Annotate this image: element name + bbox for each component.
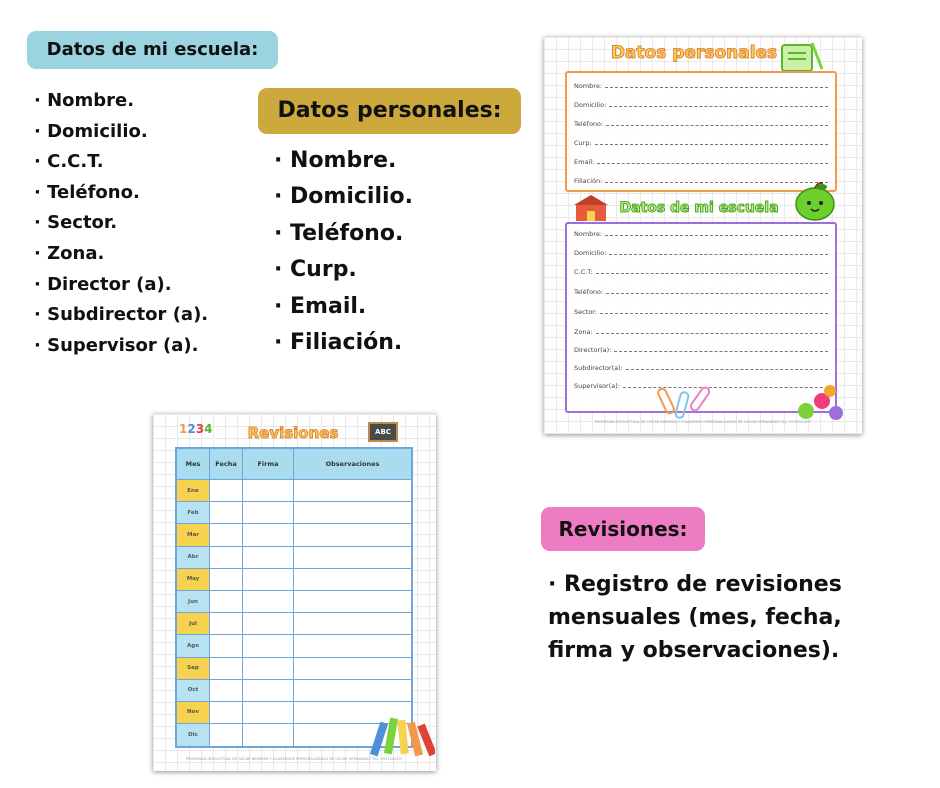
form-row — [574, 154, 828, 166]
table-row — [176, 679, 412, 701]
list-item: · C.C.T. — [34, 147, 208, 178]
table-row — [176, 480, 412, 502]
month-cell: Abr — [176, 546, 210, 568]
list-item: · Director (a). — [34, 270, 208, 301]
number-4: 4 — [204, 422, 213, 436]
sheet-revisiones-heading: Revisiones — [247, 424, 339, 442]
form-row — [574, 135, 828, 147]
list-item: · Teléfono. — [274, 216, 413, 252]
list-item: · Subdirector (a). — [34, 300, 208, 331]
form-row — [574, 342, 828, 354]
number-1: 1 — [179, 422, 188, 436]
field-label: Email: — [574, 158, 595, 166]
escuela-title: Datos de mi escuela: — [27, 31, 278, 69]
field-label: Filiación: — [574, 177, 603, 185]
list-item: · Domicilio. — [274, 179, 413, 215]
personal-fields-box — [565, 71, 837, 192]
revisiones-sheet-preview — [153, 414, 436, 771]
abc-board-icon: ABC — [368, 422, 398, 442]
field-label: C.C.T: — [574, 268, 593, 276]
form-row — [574, 324, 828, 336]
list-item: · Teléfono. — [34, 178, 208, 209]
list-item: · Supervisor (a). — [34, 331, 208, 362]
field-label: Domicilio: — [574, 249, 607, 257]
field-label: Teléfono: — [574, 288, 604, 296]
col-header: Firma — [243, 448, 294, 480]
table-row — [176, 502, 412, 524]
field-label: Nombre: — [574, 230, 603, 238]
revisiones-description: · Registro de revisiones mensuales (mes, fecha, firma y observaciones). — [548, 572, 842, 663]
field-label: Domicilio: — [574, 101, 607, 109]
escuela-list — [34, 86, 208, 361]
form-row — [574, 284, 828, 296]
number-2: 2 — [187, 422, 196, 436]
list-item: · Zona. — [34, 239, 208, 270]
col-header: Mes — [176, 448, 210, 480]
table-row — [176, 524, 412, 546]
month-cell: Jun — [176, 590, 210, 612]
form-row — [574, 264, 828, 276]
col-header: Observaciones — [294, 448, 413, 480]
sheet-footer: PROPIEDAD INTELECTUAL DE OSCAR BARRERA Y CUADERNOS PERSONALIZADOS DE OSCAR HERNANDEZ TEL: 9931542297 — [594, 420, 812, 424]
month-cell: Mar — [176, 524, 210, 546]
month-cell: Sep — [176, 657, 210, 679]
form-row — [574, 304, 828, 316]
form-row — [574, 173, 828, 185]
field-label: Zona: — [574, 328, 593, 336]
list-item: · Nombre. — [274, 143, 413, 179]
crayons-icon — [369, 712, 435, 760]
field-label: Curp: — [574, 139, 592, 147]
table-row — [176, 657, 412, 679]
field-label: Supervisor(a): — [574, 382, 620, 390]
table-row — [176, 590, 412, 612]
personal-sheet-preview — [544, 37, 862, 434]
field-label: Sector: — [574, 308, 597, 316]
table-row — [176, 613, 412, 635]
table-row — [176, 635, 412, 657]
month-cell: Oct — [176, 679, 210, 701]
personales-title: Datos personales: — [258, 88, 521, 134]
month-cell: Jul — [176, 613, 210, 635]
form-row — [574, 245, 828, 257]
apple-mascot-icon — [792, 181, 838, 221]
list-item: · Email. — [274, 289, 413, 325]
month-cell: Ago — [176, 635, 210, 657]
numbers-decoration — [179, 422, 212, 436]
field-label: Nombre: — [574, 82, 603, 90]
personales-list — [274, 143, 413, 361]
field-label: Subdirector(a): — [574, 364, 623, 372]
revisiones-title: Revisiones: — [541, 507, 705, 551]
form-row — [574, 360, 828, 372]
col-header: Fecha — [210, 448, 243, 480]
number-3: 3 — [195, 422, 205, 436]
month-cell: May — [176, 568, 210, 590]
form-row — [574, 116, 828, 128]
revisiones-table — [175, 447, 413, 748]
list-item: · Filiación. — [274, 325, 413, 361]
list-item: · Nombre. — [34, 86, 208, 117]
list-item: · Domicilio. — [34, 117, 208, 148]
list-item: · Sector. — [34, 208, 208, 239]
field-label: Teléfono: — [574, 120, 604, 128]
form-row — [574, 97, 828, 109]
month-cell: Ene — [176, 480, 210, 502]
month-cell: Nov — [176, 701, 210, 723]
form-row — [574, 226, 828, 238]
field-label: Director(a): — [574, 346, 612, 354]
sheet-school-heading: Datos de mi escuela — [619, 200, 779, 216]
month-cell: Dic — [176, 724, 210, 747]
list-item: · Curp. — [274, 252, 413, 288]
sheet-footer: PROPIEDAD INTELECTUAL DE OSCAR BARRERA Y CUADERNOS PERSONALIZADOS DE OSCAR HERNANDEZ TEL: 9931542297 — [186, 757, 403, 761]
school-building-icon — [572, 193, 610, 223]
table-row — [176, 568, 412, 590]
table-row — [176, 546, 412, 568]
form-row — [574, 78, 828, 90]
sheet-personal-heading: Datos personales — [610, 43, 778, 63]
month-cell: Feb — [176, 502, 210, 524]
